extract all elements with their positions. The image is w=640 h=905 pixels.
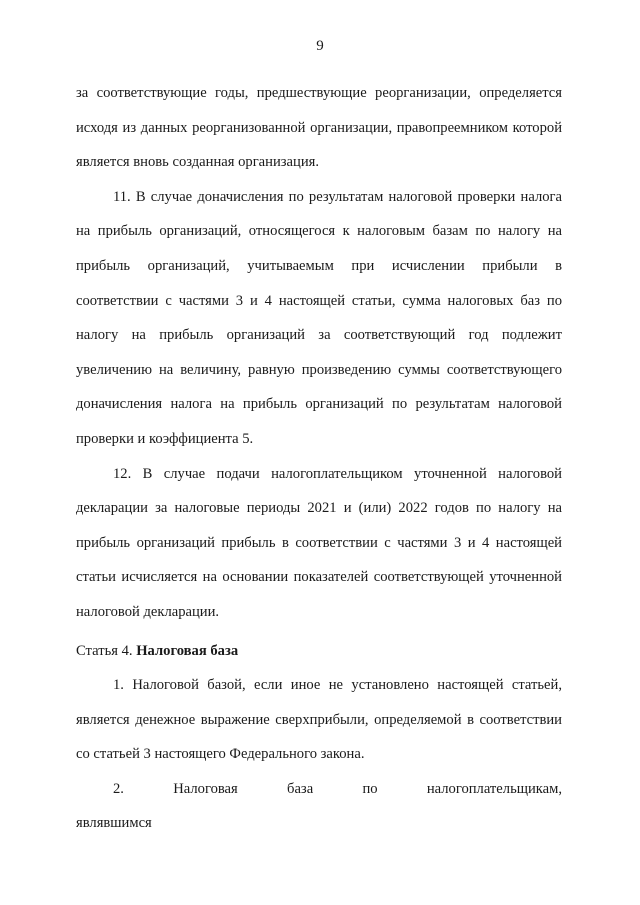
article-title: Налоговая база [136,642,239,659]
article-number: Статья 4. [76,642,133,659]
paragraph-11: 11. В случае доначисления по результатам налоговой проверки налога на прибыль организаций, относящегося к налоговым базам по налогу на прибыль организаций, учитываемым при исчислении прибыли в соответствии с частями 3 и 4 настоящей статьи, сумма налоговых баз по налогу на прибыль организаций за соответствующий год подлежит увеличению на величину, равную произведению суммы соответствующего доначисления налога на прибыль организаций по результатам налоговой проверки и коэффициента 5. [76,188,562,447]
article-heading [76,634,562,669]
paragraph-continuation: за соответствующие годы, предшествующие реорганизации, определяется исходя из данных реорганизованной организации, правопреемником которой является вновь созданная организация. [76,85,562,171]
article-4-paragraph-2: 2. Налоговая база по налогоплательщикам, являвшимся [76,780,562,832]
paragraph-12: 12. В случае подачи налогоплательщиком уточненной налоговой декларации за налоговые периоды 2021 и (или) 2022 годов по налогу на прибыль организаций прибыль в соответствии с частями 3 и 4 настоящей статьи исчисляется на основании показателей соответствующей уточненной налоговой декларации. [76,465,562,620]
document-body [76,76,562,841]
article-4-paragraph-1: 1. Налоговой базой, если иное не установлено настоящей статьей, является денежное выражение сверхприбыли, определяемой в соответствии со статьей 3 настоящего Федерального закона. [76,677,562,763]
page-number: 9 [316,38,324,54]
